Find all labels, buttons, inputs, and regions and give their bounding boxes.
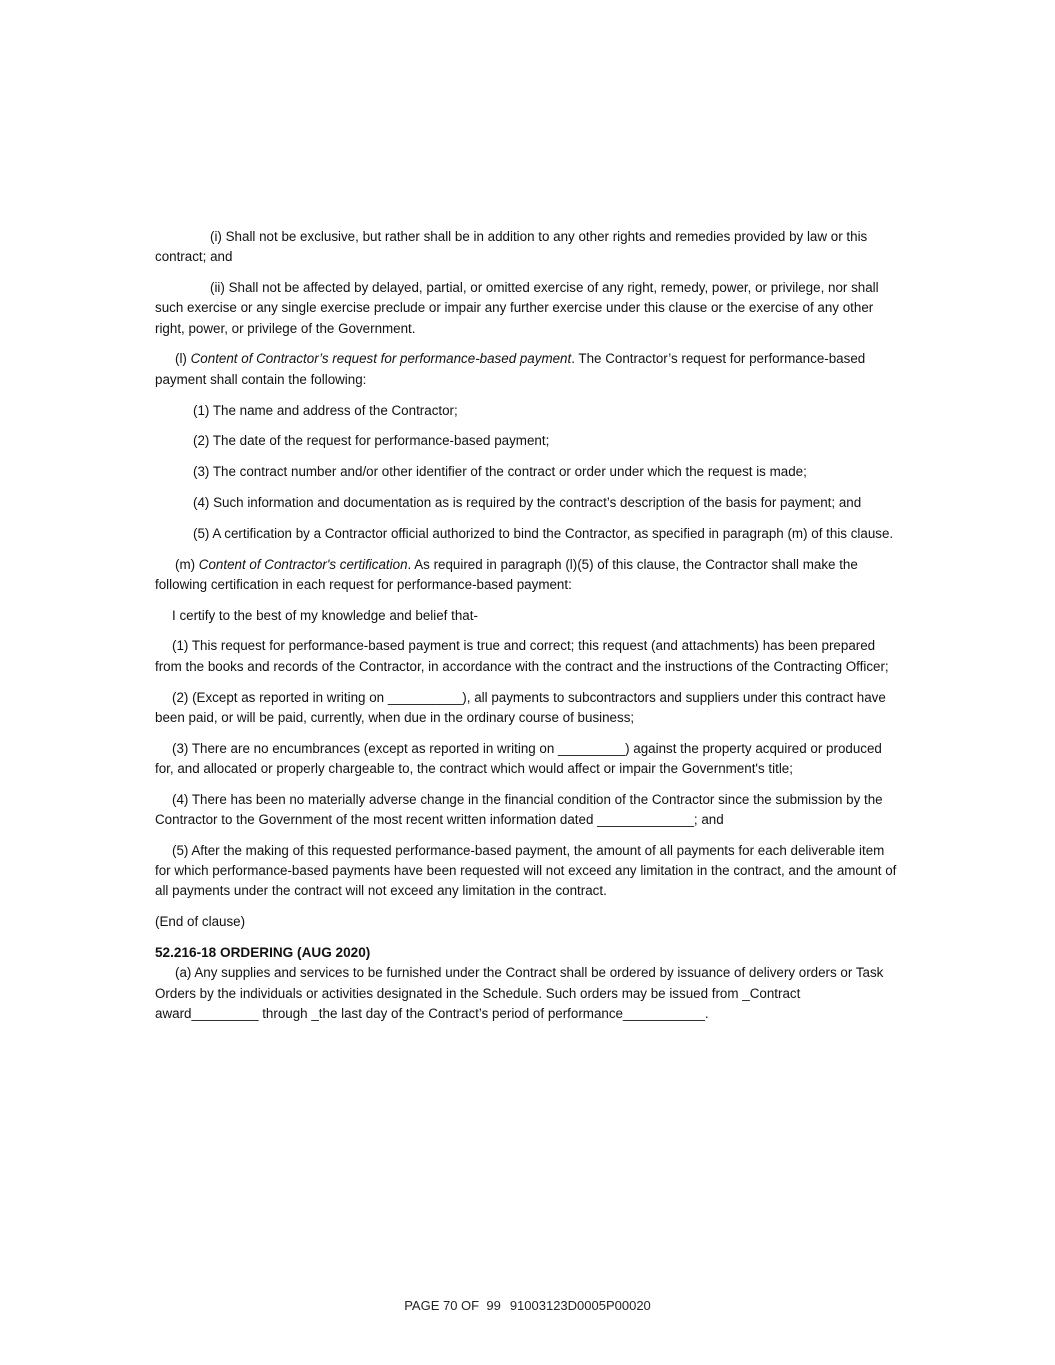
- paragraph-l-text: . The Contractor’s request for performance-based payment shall contain the following:: [155, 351, 866, 387]
- paragraph-l-title: Content of Contractor’s request for performance-based payment: [190, 351, 572, 367]
- page-footer: [0, 1298, 1055, 1313]
- section-heading: 52.216-18 ORDERING (AUG 2020): [155, 945, 371, 961]
- section-paragraph-a: (a) Any supplies and services to be furnished under the Contract shall be ordered by issuance of delivery orders or Task Orders by the individuals or activities designated in the Schedule. Such orders may be issued from _Contract award_________ through _the last day of the Contract’s period of performance___________.: [155, 965, 884, 1021]
- list-item-5: (5) A certification by a Contractor official authorized to bind the Contractor, as specified in paragraph (m) of this clause.: [193, 525, 894, 541]
- paragraph-m-title: Content of Contractor's certification: [198, 556, 408, 572]
- certification-item-3: (3) There are no encumbrances (except as reported in writing on _________) against the property acquired or produced for, and allocated or properly chargeable to, the contract which would affect or impair the Government's title;: [155, 740, 882, 776]
- list-item-2: (2) The date of the request for performance-based payment;: [193, 433, 550, 449]
- page-number: PAGE 70 OF 99: [404, 1298, 501, 1313]
- end-of-clause: (End of clause): [155, 914, 246, 930]
- list-item-1: (1) The name and address of the Contractor;: [193, 402, 458, 418]
- document-number: 91003123D0005P00020: [509, 1298, 651, 1313]
- certification-intro: I certify to the best of my knowledge and belief that-: [172, 607, 478, 623]
- certification-item-4: (4) There has been no materially adverse change in the financial condition of the Contractor since the submission by the Contractor to the Government of the most recent written information dated _____________; and: [155, 791, 883, 828]
- list-item-3: (3) The contract number and/or other identifier of the contract or order under which the request is made;: [193, 464, 807, 480]
- paragraph-l: [155, 349, 903, 390]
- list-item-4: (4) Such information and documentation as is required by the contract’s description of the basis for payment; and: [193, 494, 862, 510]
- paragraph-l-prefix: (l): [175, 351, 191, 367]
- certification-item-5: (5) After the making of this requested performance-based payment, the amount of all payments for each deliverable item for which performance-based payments have been requested will not exceed any limitation in the contract, and the amount of all payments under the contract will not exceed any limitation in the contract.: [155, 842, 897, 899]
- certification-item-1: (1) This request for performance-based payment is true and correct; this request (and attachments) has been prepared from the books and records of the Contractor, in accordance with the contract and the instructions of the Contracting Officer;: [155, 638, 889, 674]
- paragraph-i: (i) Shall not be exclusive, but rather shall be in addition to any other rights and remedies provided by law or this contract; and: [155, 229, 868, 265]
- document-body: [155, 227, 903, 1024]
- paragraph-m-prefix: (m): [175, 556, 199, 572]
- paragraph-m: [155, 555, 903, 596]
- certification-item-2: (2) (Except as reported in writing on __________), all payments to subcontractors and suppliers under this contract have been paid, or will be paid, currently, when due in the ordinary course of business;: [155, 689, 886, 725]
- paragraph-ii: (ii) Shall not be affected by delayed, partial, or omitted exercise of any right, remedy, power, or privilege, nor shall such exercise or any single exercise preclude or impair any further exercise under this clause or the exercise of any other right, power, or privilege of the Government.: [155, 280, 879, 336]
- paragraph-m-text: . As required in paragraph (l)(5) of this clause, the Contractor shall make the following certification in each request for performance-based payment:: [155, 556, 858, 592]
